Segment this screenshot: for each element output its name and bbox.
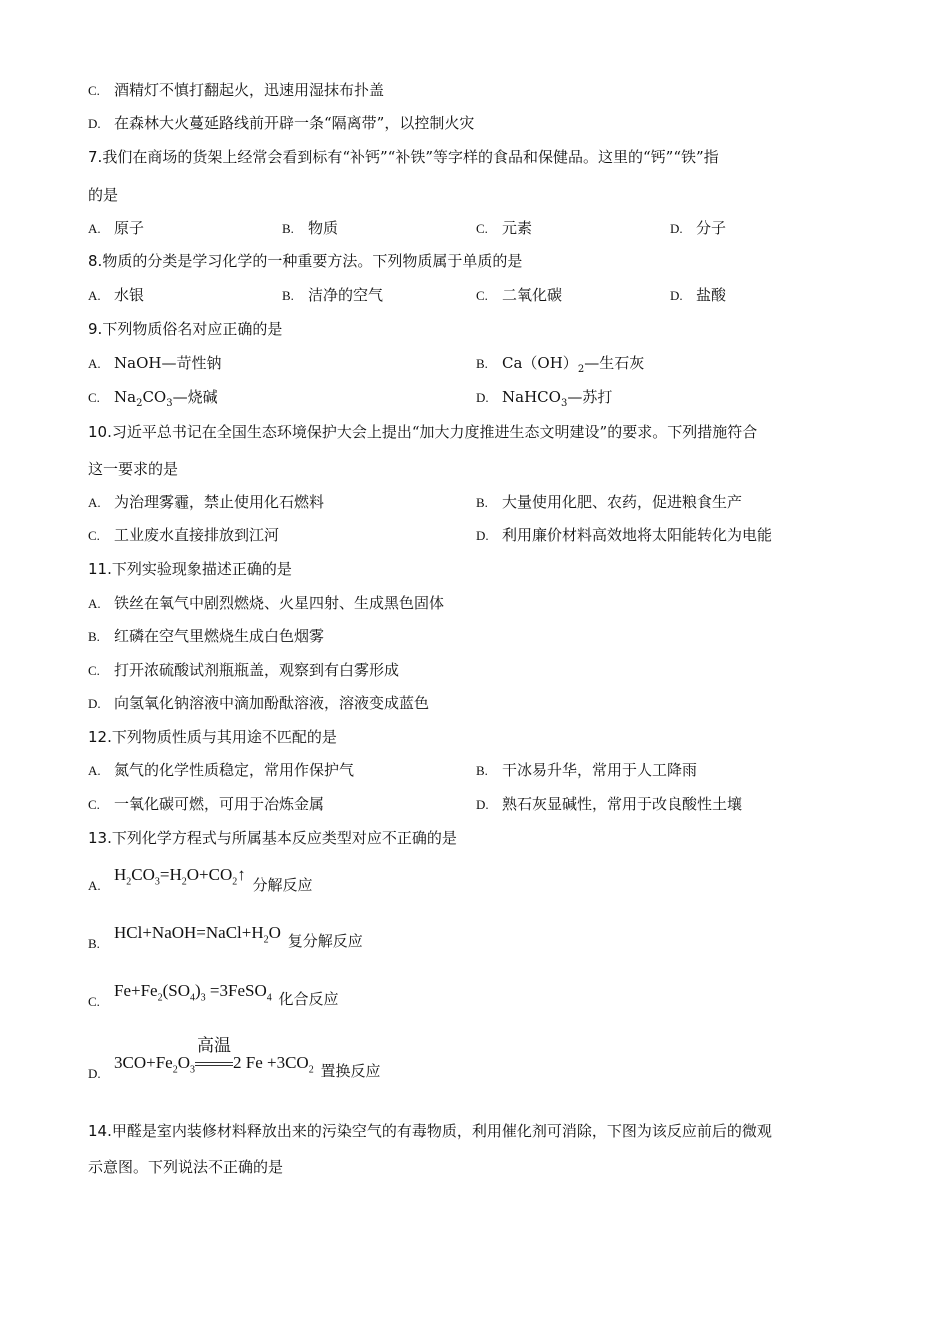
q12-option-c xyxy=(88,794,324,815)
q6-option-d xyxy=(88,113,474,134)
question-number: 13. xyxy=(88,829,112,847)
q12-option-d xyxy=(476,794,742,815)
formula-subscript: 2 xyxy=(577,364,585,375)
question-text: 物质的分类是学习化学的一种重要方法。下列物质属于单质的是 xyxy=(102,252,523,270)
chemical-equation: $H_2CO_3=H_2O+CO_2↑$ xyxy=(114,865,246,888)
option-text: 工业废水直接排放到江河 xyxy=(114,526,280,544)
q14-stem-cont xyxy=(88,1157,283,1177)
option-text: 洁净的空气 xyxy=(308,286,384,304)
option-label: A. xyxy=(88,356,101,371)
q10-option-c xyxy=(88,525,279,546)
q8-option-a xyxy=(88,285,144,306)
reaction-type: 复分解反应 xyxy=(287,932,363,950)
chemical-equation: $3CO+Fe_2O_3$ 高温 2 $Fe +3CO_2$ xyxy=(114,1036,314,1076)
option-label: A. xyxy=(88,221,101,236)
chemical-equation: $Fe+Fe_2(SO_4)_3$ =3FeSO$_4$ xyxy=(114,981,272,1004)
option-label: D. xyxy=(476,528,489,543)
q9-option-c xyxy=(88,387,218,414)
q12-stem xyxy=(88,727,337,747)
q13-option-d xyxy=(88,1036,381,1081)
q12-option-a xyxy=(88,760,354,781)
option-label: D. xyxy=(670,221,683,236)
q8-option-c xyxy=(476,285,562,306)
q11-stem xyxy=(88,559,292,579)
option-text: 二氧化碳 xyxy=(502,286,563,304)
option-text: 向氢氧化钠溶液中滴加酚酞溶液，溶液变成蓝色 xyxy=(114,694,430,712)
question-number: 7. xyxy=(88,148,103,166)
option-text: 熟石灰显碱性，常用于改良酸性土壤 xyxy=(502,795,743,813)
question-text: 下列实验现象描述正确的是 xyxy=(111,560,292,578)
reaction-type: 化合反应 xyxy=(278,990,339,1008)
question-text: 甲醛是室内装修材料释放出来的污染空气的有毒物质，利用催化剂可消除，下图为该反应前后的微观 xyxy=(111,1122,772,1140)
option-text: 红磷在空气里燃烧生成白色烟雾 xyxy=(114,627,325,645)
option-label: C. xyxy=(476,288,488,303)
option-text: 在森林大火蔓延路线前开辟一条“隔离带”，以控制火灾 xyxy=(114,114,475,132)
option-label: D. xyxy=(670,288,683,303)
question-text: 下列化学方程式与所属基本反应类型对应不正确的是 xyxy=(111,829,457,847)
option-text: 物质 xyxy=(308,219,339,237)
option-text: 打开浓硫酸试剂瓶瓶盖，观察到有白雾形成 xyxy=(114,661,400,679)
option-text: —烧碱 xyxy=(172,388,218,406)
option-text: 大量使用化肥、农药，促进粮食生产 xyxy=(502,493,743,511)
q10-option-a xyxy=(88,492,324,513)
option-text: —生石灰 xyxy=(584,354,645,372)
option-text: 铁丝在氧气中剧烈燃烧、火星四射、生成黑色固体 xyxy=(114,594,445,612)
q11-option-c xyxy=(88,660,399,681)
option-text: —苏打 xyxy=(567,388,613,406)
q7-stem xyxy=(88,147,719,167)
question-number: 12. xyxy=(88,728,112,746)
q13-stem xyxy=(88,828,457,848)
question-text: 示意图。下列说法不正确的是 xyxy=(88,1158,284,1176)
option-label: C. xyxy=(88,663,100,678)
option-text: 酒精灯不慎打翻起火，迅速用湿抹布扑盖 xyxy=(114,81,385,99)
q7-option-c xyxy=(476,218,532,239)
option-label: C. xyxy=(88,994,100,1009)
option-text: 盐酸 xyxy=(696,286,727,304)
option-label: A. xyxy=(88,596,101,611)
q11-option-b xyxy=(88,626,324,647)
q7-stem-cont xyxy=(88,185,118,205)
option-label: B. xyxy=(88,629,100,644)
option-text: 分子 xyxy=(696,219,727,237)
question-text: 这一要求的是 xyxy=(88,460,179,478)
formula-part: Na xyxy=(114,388,137,406)
option-label: A. xyxy=(88,288,101,303)
option-text: 一氧化碳可燃，可用于冶炼金属 xyxy=(114,795,325,813)
option-text: 元素 xyxy=(502,219,533,237)
q8-stem xyxy=(88,251,522,271)
reaction-type: 分解反应 xyxy=(252,876,313,894)
q7-option-b xyxy=(282,218,338,239)
reaction-type: 置换反应 xyxy=(320,1062,381,1080)
option-label: C. xyxy=(88,390,100,405)
option-label: D. xyxy=(88,696,101,711)
q9-option-b xyxy=(476,353,644,380)
option-label: C. xyxy=(88,797,100,812)
question-number: 9. xyxy=(88,320,103,338)
option-label: D. xyxy=(88,116,101,131)
q13-option-b xyxy=(88,922,363,951)
option-label: A. xyxy=(88,878,101,893)
question-text: 我们在商场的货架上经常会看到标有“补钙”“补铁”等字样的食品和保健品。这里的“钙”“铁”指 xyxy=(102,148,719,166)
option-label: A. xyxy=(88,763,101,778)
question-number: 8. xyxy=(88,252,103,270)
option-text: 利用廉价材料高效地将太阳能转化为电能 xyxy=(502,526,773,544)
formula-subscript: 3 xyxy=(560,398,568,409)
option-text: 干冰易升华，常用于人工降雨 xyxy=(502,761,698,779)
q9-stem xyxy=(88,319,282,339)
option-label: C. xyxy=(88,83,100,98)
option-label: D. xyxy=(476,797,489,812)
q11-option-d xyxy=(88,693,429,714)
question-text: 下列物质俗名对应正确的是 xyxy=(102,320,283,338)
q9-option-a xyxy=(88,353,221,374)
option-text: 为治理雾霾，禁止使用化石燃料 xyxy=(114,493,325,511)
q6-option-c xyxy=(88,80,384,101)
option-label: B. xyxy=(476,356,488,371)
q13-option-a xyxy=(88,864,313,894)
option-label: B. xyxy=(476,495,488,510)
formula-part: NaHCO xyxy=(502,388,561,406)
q7-option-d xyxy=(670,218,726,239)
question-text: 下列物质性质与其用途不匹配的是 xyxy=(111,728,337,746)
q12-option-b xyxy=(476,760,697,781)
formula-subscript: 3 xyxy=(166,398,173,409)
option-label: C. xyxy=(88,528,100,543)
option-label: B. xyxy=(282,221,294,236)
q10-option-d xyxy=(476,525,772,546)
q9-option-d xyxy=(476,387,612,414)
option-label: D. xyxy=(476,390,489,405)
formula-part: Ca（OH） xyxy=(502,354,578,372)
q7-option-a xyxy=(88,218,144,239)
question-text: 习近平总书记在全国生态环境保护大会上提出“加大力度推进生态文明建设”的要求。下列措施符合 xyxy=(111,423,758,441)
q10-stem xyxy=(88,422,757,442)
q10-stem-cont xyxy=(88,459,178,479)
formula-part: CO xyxy=(142,388,167,406)
option-label: B. xyxy=(282,288,294,303)
q11-option-a xyxy=(88,593,444,614)
q8-option-d xyxy=(670,285,726,306)
question-number: 10. xyxy=(88,423,112,441)
option-label: B. xyxy=(88,936,100,951)
q8-option-b xyxy=(282,285,383,306)
option-text: 原子 xyxy=(114,219,145,237)
option-text: NaOH—苛性钠 xyxy=(114,354,222,372)
q13-option-c xyxy=(88,980,339,1009)
chemical-equation: $HCl+NaOH=NaCl+H_2O$ xyxy=(114,923,281,946)
question-number: 14. xyxy=(88,1122,112,1140)
question-number: 11. xyxy=(88,560,112,578)
option-label: A. xyxy=(88,495,101,510)
option-label: C. xyxy=(476,221,488,236)
question-text: 的是 xyxy=(88,186,119,204)
option-text: 水银 xyxy=(114,286,145,304)
option-text: 氮气的化学性质稳定，常用作保护气 xyxy=(114,761,355,779)
reaction-condition: 高温 xyxy=(195,1053,233,1073)
q10-option-b xyxy=(476,492,742,513)
option-label: B. xyxy=(476,763,488,778)
option-label: D. xyxy=(88,1066,101,1081)
formula-subscript: 2 xyxy=(136,398,143,409)
q14-stem xyxy=(88,1121,772,1141)
